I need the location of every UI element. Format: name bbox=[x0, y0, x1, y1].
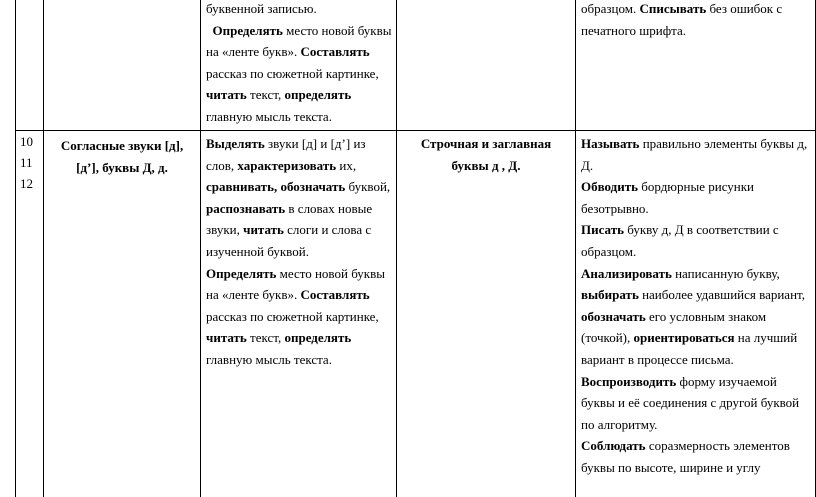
text-line bbox=[206, 176, 394, 198]
text-line bbox=[46, 157, 198, 179]
lesson-number-2: 11 bbox=[20, 155, 33, 170]
text-run: Д. bbox=[581, 157, 594, 173]
text-run: главную мысль текста. bbox=[206, 351, 332, 367]
text-line bbox=[206, 349, 394, 371]
column-divider-1 bbox=[43, 0, 44, 497]
text-run: на «ленте букв». bbox=[206, 44, 301, 60]
text-line bbox=[581, 327, 813, 349]
writing-activities bbox=[581, 133, 813, 479]
text-run: на «ленте букв». bbox=[206, 287, 301, 303]
text-run: на лучший bbox=[734, 330, 798, 346]
text-line bbox=[581, 155, 813, 177]
column-divider-3 bbox=[396, 0, 397, 497]
lesson-topic bbox=[46, 135, 198, 178]
bold-run: Обводить bbox=[581, 179, 638, 195]
text-line bbox=[46, 135, 198, 157]
text-run: буквы и её соединения с другой буквой bbox=[581, 395, 800, 411]
bold-run: Определять bbox=[206, 265, 277, 281]
text-line bbox=[206, 84, 394, 106]
bold-run: Называть bbox=[581, 136, 640, 151]
bold-run: Определять bbox=[212, 22, 283, 38]
bold-run: читать bbox=[206, 330, 247, 346]
text-run: главную мысль текста. bbox=[206, 108, 332, 124]
text-run: слоги и слова с bbox=[283, 222, 372, 238]
text-line bbox=[581, 263, 813, 285]
text-run: форму изучаемой bbox=[676, 373, 777, 389]
bold-run: читать bbox=[206, 87, 247, 103]
text-run: наиболее удавшийся вариант, bbox=[638, 287, 805, 303]
text-line bbox=[206, 41, 394, 63]
text-run: без ошибок с bbox=[706, 1, 783, 16]
text-line bbox=[581, 435, 813, 457]
text-line bbox=[206, 63, 394, 85]
text-line bbox=[206, 20, 394, 42]
text-line bbox=[581, 133, 813, 155]
column-divider-2 bbox=[200, 0, 201, 497]
text-line bbox=[581, 392, 813, 414]
text-run: текст, bbox=[246, 87, 285, 103]
bold-run: Анализировать bbox=[581, 265, 672, 281]
text-run: печатного шрифта. bbox=[581, 22, 687, 38]
bold-run: буквы д , Д. bbox=[451, 157, 521, 173]
bold-run: характеризовать bbox=[237, 157, 337, 173]
text-run: место новой буквы bbox=[276, 265, 385, 281]
row-divider bbox=[15, 130, 815, 131]
bold-run: определять bbox=[284, 330, 352, 346]
bold-run: определять bbox=[284, 87, 352, 103]
text-run: звуки [д] и [д’] из bbox=[264, 136, 366, 151]
bold-run: [д], bbox=[164, 138, 184, 153]
text-line bbox=[581, 0, 813, 20]
text-line bbox=[581, 349, 813, 371]
text-run: (точкой), bbox=[581, 330, 634, 346]
bold-run: Соблюдать bbox=[581, 438, 646, 454]
text-run: буквой, bbox=[345, 179, 391, 195]
text-run: изученной буквой. bbox=[206, 243, 309, 259]
text-line bbox=[206, 198, 394, 220]
text-line bbox=[581, 457, 813, 479]
text-line bbox=[581, 414, 813, 436]
bold-run: Составлять bbox=[300, 44, 370, 60]
text-line bbox=[581, 198, 813, 220]
text-run: в словах новые bbox=[285, 200, 373, 216]
text-line bbox=[206, 155, 394, 177]
bold-run: Составлять bbox=[300, 287, 370, 303]
top-row-activities bbox=[206, 0, 394, 128]
bold-run: Воспроизводить bbox=[581, 373, 677, 389]
text-line bbox=[581, 20, 813, 42]
text-line bbox=[581, 176, 813, 198]
bold-run: сравнивать, обозначать bbox=[206, 179, 346, 195]
text-run: образцом. bbox=[581, 1, 640, 16]
bold-run: Выделять bbox=[206, 136, 265, 151]
text-line bbox=[206, 284, 394, 306]
text-run: звуки, bbox=[206, 222, 244, 238]
bold-run: распознавать bbox=[206, 200, 286, 216]
lesson-number-1: 10 bbox=[20, 134, 33, 149]
text-line bbox=[399, 133, 573, 155]
text-line bbox=[206, 133, 394, 155]
reading-activities bbox=[206, 133, 394, 371]
text-line bbox=[206, 106, 394, 128]
text-line bbox=[206, 0, 394, 20]
text-run: букву д, Д в соответствии с bbox=[623, 222, 779, 238]
bold-run: Строчная и заглавная bbox=[420, 136, 552, 151]
text-line bbox=[206, 219, 394, 241]
bold-run: выбирать bbox=[581, 287, 639, 303]
text-line bbox=[581, 371, 813, 393]
text-line bbox=[581, 219, 813, 241]
bold-run: Согласные звуки bbox=[60, 138, 165, 153]
bold-run: обозначать bbox=[581, 308, 646, 324]
text-line bbox=[581, 284, 813, 306]
text-run: написанную букву, bbox=[671, 265, 780, 281]
text-line bbox=[206, 327, 394, 349]
column-divider-4 bbox=[575, 0, 576, 497]
text-run: бордюрные рисунки bbox=[638, 179, 755, 195]
text-run: вариант в процессе письма. bbox=[581, 351, 734, 367]
text-line bbox=[206, 263, 394, 285]
lesson-number-3: 12 bbox=[20, 176, 33, 191]
text-run: по алгоритму. bbox=[581, 416, 658, 432]
bold-run: [д’], буквы Д, д. bbox=[76, 159, 168, 175]
text-run: рассказ по сюжетной картинке, bbox=[206, 65, 379, 81]
text-line bbox=[399, 155, 573, 177]
top-row-writing-skills bbox=[581, 0, 813, 41]
text-line bbox=[206, 241, 394, 263]
writing-topic bbox=[399, 133, 573, 176]
bold-run: ориентироваться bbox=[633, 330, 735, 346]
text-run: буквенной записью. bbox=[206, 1, 317, 16]
text-run: образцом. bbox=[581, 243, 637, 259]
text-line bbox=[581, 241, 813, 263]
text-run: буквы по высоте, ширине и углу bbox=[581, 459, 761, 475]
bold-run: Списывать bbox=[639, 1, 707, 16]
text-run: соразмерность элементов bbox=[645, 438, 790, 454]
text-run: правильно элементы буквы д, bbox=[639, 136, 808, 151]
text-run: безотрывно. bbox=[581, 200, 649, 216]
text-line bbox=[581, 306, 813, 328]
text-run: слов, bbox=[206, 157, 238, 173]
text-run: рассказ по сюжетной картинке, bbox=[206, 308, 379, 324]
bold-run: читать bbox=[243, 222, 284, 238]
text-run: текст, bbox=[246, 330, 285, 346]
text-line bbox=[206, 306, 394, 328]
text-run: его условным знаком bbox=[645, 308, 767, 324]
table-border-left bbox=[15, 0, 16, 497]
text-run: место новой буквы bbox=[282, 22, 392, 38]
bold-run: Писать bbox=[581, 222, 624, 238]
text-run: их, bbox=[336, 157, 357, 173]
